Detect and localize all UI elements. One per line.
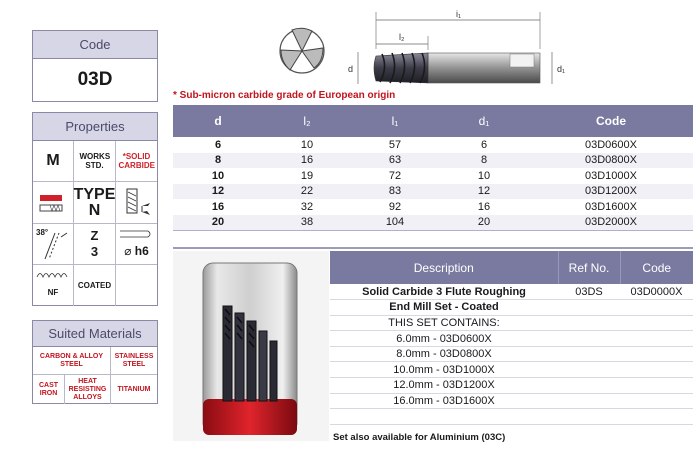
col-l2: l₂ [263, 105, 351, 137]
table-row [330, 409, 693, 425]
table-row: 6.0mm - 03D0600X [330, 331, 693, 347]
cutting-direction-cell [116, 182, 157, 224]
properties-box [32, 112, 158, 306]
coated-label: COATED [77, 281, 112, 290]
helix-angle-cell [33, 224, 74, 265]
dim-l1-label: i₁ [456, 9, 462, 19]
table-row: 16.0mm - 03D1600X [330, 393, 693, 409]
works-std-cell [74, 141, 116, 182]
table-row: 16 32 92 16 03D1600X [211, 200, 637, 213]
code-box [32, 30, 158, 102]
tolerance-cell [116, 224, 157, 265]
table-row: 6 10 57 6 03D0600X [214, 138, 637, 151]
col-code: Code [529, 105, 693, 137]
nf-label: NF [47, 288, 59, 297]
set-availability-note: Set also available for Aluminium (03C) [333, 432, 506, 443]
col-ref-no: Ref No. [558, 251, 620, 284]
end-mill-set-photo [173, 251, 329, 441]
code-value: 03D [77, 69, 113, 90]
material-titanium: TITANIUM [117, 385, 151, 393]
table-row: 12 22 83 12 03D1200X [173, 184, 693, 200]
shank-type-icon [36, 190, 70, 216]
nf-cell [33, 265, 74, 306]
shank-flat [510, 54, 534, 67]
set-table-header [330, 251, 693, 284]
set-table [330, 251, 693, 425]
dim-d-label: d [348, 64, 354, 74]
table-row: Solid Carbide 3 Flute Roughing 03DS 03D0000X [330, 284, 693, 300]
roughing-profile-icon [35, 269, 71, 279]
type-value: N [88, 201, 101, 219]
type-cell [74, 182, 116, 224]
carbide-note: * Sub-micron carbide grade of European origin [173, 90, 396, 101]
dim-l2-label: l₂ [399, 32, 405, 42]
flutes-cell [74, 224, 116, 265]
material-stainless-steel: STAINLESS STEEL [111, 347, 157, 375]
table-row: THIS SET CONTAINS: [330, 315, 693, 331]
table-row: 8.0mm - 03D0800X [330, 346, 693, 362]
material-cast-iron: CAST IRON [33, 375, 65, 404]
solid-carbide-cell [116, 141, 157, 182]
material-heat-resisting-alloys: HEAT RESISTING ALLOYS [65, 375, 111, 404]
material-value: M [46, 152, 60, 169]
table-row: 10 19 72 10 03D1000X [211, 169, 637, 182]
solid-carbide-label: *SOLID CARBIDE [118, 152, 155, 170]
diameter-icon: ⌀ [124, 243, 135, 258]
shank-icon-cell [33, 182, 74, 224]
cutting-direction-icon [120, 186, 154, 220]
works-std-label: WORKS STD. [79, 152, 111, 170]
table-row: 20 38 104 20 03D2000X [173, 215, 693, 231]
code-box-header: Code [33, 31, 157, 59]
table-row: 8 16 63 8 03D0800X [173, 153, 693, 169]
empty-cell [116, 265, 157, 306]
col-d: d [173, 105, 263, 137]
dimension-table-header [173, 105, 693, 137]
properties-header: Properties [33, 113, 157, 141]
table-row: 12.0mm - 03D1200X [330, 378, 693, 394]
col-d1: d₁ [439, 105, 529, 137]
table-row: 10.0mm - 03D1000X [330, 362, 693, 378]
type-label: TYPE [73, 185, 116, 203]
material-cell [33, 141, 74, 182]
col-set-code: Code [620, 251, 693, 284]
coated-cell [74, 265, 116, 306]
col-l1: l₁ [351, 105, 439, 137]
end-mill-drawing [272, 4, 592, 96]
shank-outline-icon [118, 229, 154, 239]
suited-materials-header: Suited Materials [33, 321, 157, 347]
material-carbon-alloy-steel: CARBON & ALLOY STEEL [33, 347, 111, 375]
table-row: End Mill Set - Coated [330, 300, 693, 316]
set-section [173, 247, 693, 445]
flutes-value: 3 [90, 244, 99, 259]
col-description: Description [330, 251, 558, 284]
flutes-label: Z [90, 228, 99, 243]
suited-materials-box [32, 320, 158, 404]
dim-d1-label: d₁ [557, 64, 566, 74]
cross-section-icon [280, 28, 324, 73]
dimension-table [173, 105, 693, 231]
helix-angle-value: 38° [36, 228, 49, 237]
tolerance-value: ⌀ h6 [124, 243, 149, 258]
